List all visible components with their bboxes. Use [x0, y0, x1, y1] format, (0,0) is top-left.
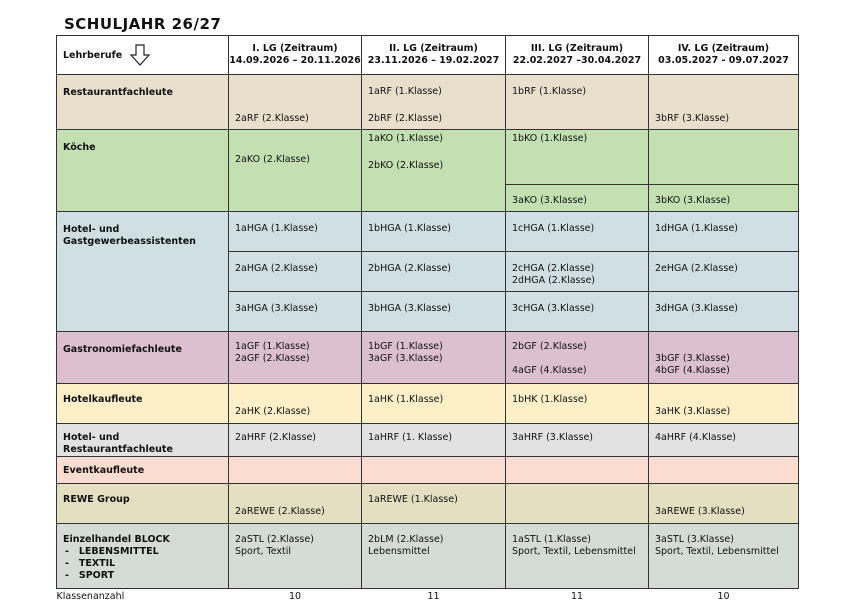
header-row: [57, 36, 799, 75]
cell: [649, 424, 799, 457]
class-entry: 2aREWE (2.Klasse): [235, 506, 325, 517]
class-entry: 3bGF (3.Klasse): [655, 353, 730, 364]
class-entry: 3bHGA (3.Klasse): [368, 303, 452, 314]
branch-label: SPORT: [78, 570, 115, 581]
class-entry: 2bRF (2.Klasse): [368, 113, 443, 124]
cell: [362, 252, 506, 292]
period-header-2: [362, 36, 506, 75]
schedule-table: [56, 35, 799, 603]
class-entry: 2dHGA (2.Klasse): [512, 275, 596, 286]
row-label: REWE Group: [57, 484, 229, 524]
cell: [229, 484, 362, 524]
class-entry: 2bKO (2.Klasse): [368, 160, 444, 171]
row-label: Hotel- und Restaurantfachleute: [57, 424, 229, 457]
cell: [506, 130, 649, 185]
row-label: Restaurantfachleute: [57, 75, 229, 130]
class-entry: 1aGF (1.Klasse): [235, 341, 310, 352]
class-entry: 1dHGA (1.Klasse): [655, 223, 739, 234]
list-item: - LEBENSMITTEL: [65, 546, 159, 557]
cell: [362, 292, 506, 332]
class-entry: 3aSTL (3.Klasse): [655, 534, 734, 545]
cell: [362, 130, 506, 212]
cell: [506, 424, 649, 457]
class-entry: 3bRF (3.Klasse): [655, 113, 730, 124]
row-rewe-group: [57, 484, 799, 524]
row-label: Hotelkaufleute: [57, 384, 229, 424]
row-einzelhandel-block: [57, 524, 799, 589]
class-entry: 2eHGA (2.Klasse): [655, 263, 738, 274]
cell: [229, 75, 362, 130]
cell: [506, 457, 649, 484]
row-koeche: [57, 130, 799, 185]
row-hotel-restaurantfachleute: [57, 424, 799, 457]
footer-label: Klassenanzahl: [56, 590, 125, 602]
class-entry: 1aRF (1.Klasse): [368, 86, 442, 97]
lehrberufe-label: Lehrberufe: [63, 49, 123, 61]
class-entry: 2cHGA (2.Klasse): [512, 263, 595, 274]
cell: [649, 130, 799, 185]
cell: [362, 484, 506, 524]
class-detail: Sport, Textil: [235, 546, 292, 557]
class-entry: 2aHGA (2.Klasse): [235, 263, 318, 274]
class-entry: 2bGF (2.Klasse): [512, 341, 587, 352]
class-entry: 1bRF (1.Klasse): [512, 86, 587, 97]
cell: [229, 424, 362, 457]
row-gastronomiefachleute: [57, 332, 799, 384]
class-entry: 2aRF (2.Klasse): [235, 113, 309, 124]
class-entry: 1aKO (1.Klasse): [368, 133, 443, 144]
row-label: Eventkaufleute: [57, 457, 229, 484]
cell: [506, 252, 649, 292]
cell: [649, 212, 799, 252]
row-label: [57, 212, 229, 332]
row-label: Köche: [57, 130, 229, 212]
class-count: 10: [717, 590, 730, 602]
class-entry: 2aHRF (2.Klasse): [235, 432, 317, 443]
cell: [506, 524, 649, 589]
class-entry: 1aHK (1.Klasse): [368, 394, 444, 405]
class-entry: 2bHGA (2.Klasse): [368, 263, 452, 274]
class-entry: 1bHK (1.Klasse): [512, 394, 588, 405]
cell: [649, 185, 799, 212]
class-count: 11: [427, 590, 440, 602]
class-entry: 3cHGA (3.Klasse): [512, 303, 595, 314]
period-label: III. LG (Zeitraum): [530, 43, 624, 54]
class-entry: 4aHRF (4.Klasse): [655, 432, 737, 443]
class-entry: 2bLM (2.Klasse): [368, 534, 444, 545]
cell: [229, 252, 362, 292]
cell: [649, 332, 799, 384]
cell: [229, 384, 362, 424]
cell: [649, 75, 799, 130]
class-entry: 3aHK (3.Klasse): [655, 406, 731, 417]
cell: [229, 457, 362, 484]
row-restaurantfachleute: [57, 75, 799, 130]
row-eventkaufleute: [57, 457, 799, 484]
class-entry: 1aHGA (1.Klasse): [235, 223, 318, 234]
class-count: 10: [288, 590, 302, 602]
cell: [229, 332, 362, 384]
class-entry: 3dHGA (3.Klasse): [655, 303, 739, 314]
cell: [229, 212, 362, 252]
cell: [506, 185, 649, 212]
class-entry: 4bGF (4.Klasse): [655, 365, 730, 376]
cell: [649, 484, 799, 524]
class-entry: 2aSTL (2.Klasse): [235, 534, 314, 545]
cell: [649, 292, 799, 332]
branch-label: LEBENSMITTEL: [78, 546, 159, 557]
cell: [649, 252, 799, 292]
row-label-line1: Hotel- und: [63, 224, 120, 235]
class-entry: 1bKO (1.Klasse): [512, 133, 588, 144]
class-detail: Sport, Textil, Lebensmittel: [512, 546, 636, 557]
row-hga-1: [57, 212, 799, 252]
row-label-text: Einzelhandel BLOCK: [63, 534, 170, 545]
class-entry: 2aGF (2.Klasse): [235, 353, 310, 364]
row-label-line2: Gastgewerbeassistenten: [63, 236, 196, 247]
lehrberufe-header: [57, 36, 229, 75]
class-detail: Lebensmittel: [368, 546, 430, 557]
period-label: IV. LG (Zeitraum): [677, 43, 770, 54]
cell: [506, 212, 649, 252]
cell: [362, 524, 506, 589]
class-detail: Sport, Textil, Lebensmittel: [655, 546, 779, 557]
class-entry: 3aHGA (3.Klasse): [235, 303, 318, 314]
class-entry: 1aHRF (1. Klasse): [368, 432, 453, 443]
cell: [506, 384, 649, 424]
list-item: - TEXTIL: [65, 558, 116, 569]
class-entry: 3aKO (3.Klasse): [512, 195, 587, 206]
cell: [649, 524, 799, 589]
cell: [362, 384, 506, 424]
arrow-down-icon: [129, 44, 151, 66]
class-entry: 1cHGA (1.Klasse): [512, 223, 595, 234]
class-entry: 1aSTL (1.Klasse): [512, 534, 591, 545]
class-entry: 2aHK (2.Klasse): [235, 406, 311, 417]
class-entry: 1bHGA (1.Klasse): [368, 223, 452, 234]
period-header-3: [506, 36, 649, 75]
class-count: 11: [570, 590, 584, 602]
cell: [649, 384, 799, 424]
cell: [506, 332, 649, 384]
class-entry: 4aGF (4.Klasse): [512, 365, 587, 376]
class-entry: 1bGF (1.Klasse): [368, 341, 443, 352]
cell: [506, 75, 649, 130]
cell: [229, 130, 362, 212]
period-label: II. LG (Zeitraum): [389, 43, 478, 54]
cell: [506, 292, 649, 332]
period-header-4: [649, 36, 799, 75]
branch-list: [63, 546, 228, 582]
cell: [229, 524, 362, 589]
cell: [649, 457, 799, 484]
period-dates: 23.11.2026 – 19.02.2027: [367, 55, 500, 66]
cell: [362, 424, 506, 457]
class-entry: 3bKO (3.Klasse): [655, 195, 731, 206]
class-entry: 3aREWE (3.Klasse): [655, 506, 745, 517]
class-entry: 1aREWE (1.Klasse): [368, 494, 458, 505]
period-dates: 03.05.2027 - 09.07.2027: [658, 55, 789, 66]
cell: [362, 212, 506, 252]
row-label: [57, 524, 229, 589]
class-entry: 3aGF (3.Klasse): [368, 353, 443, 364]
period-dates: 14.09.2026 – 20.11.2026: [229, 55, 361, 66]
cell: [229, 292, 362, 332]
period-label: I. LG (Zeitraum): [252, 43, 338, 54]
cell: [362, 75, 506, 130]
row-label: Gastronomiefachleute: [57, 332, 229, 384]
cell: [506, 484, 649, 524]
period-dates: 22.02.2027 –30.04.2027: [512, 55, 642, 66]
cell: [362, 332, 506, 384]
list-item: - SPORT: [65, 570, 115, 581]
footer-row: [57, 589, 799, 604]
page-title: SCHULJAHR 26/27: [64, 15, 222, 33]
row-hotelkaufleute: [57, 384, 799, 424]
class-entry: 2aKO (2.Klasse): [235, 154, 310, 165]
class-entry: 3aHRF (3.Klasse): [512, 432, 594, 443]
period-header-1: [229, 36, 362, 75]
cell: [362, 457, 506, 484]
branch-label: TEXTIL: [78, 558, 116, 569]
